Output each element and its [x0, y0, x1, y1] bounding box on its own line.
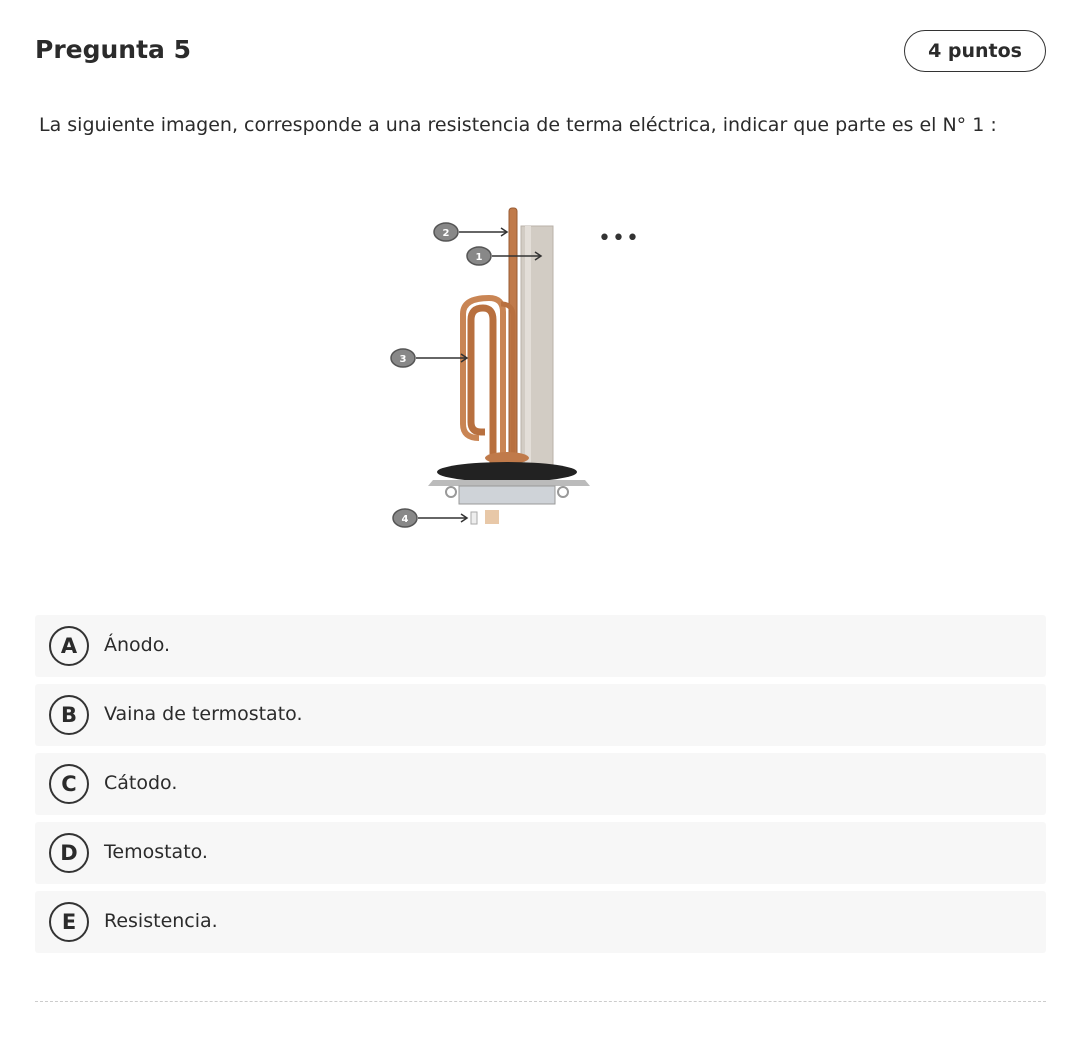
option-letter: B — [49, 695, 89, 735]
callout-4-label: 4 — [401, 514, 409, 525]
callout-1-label: 1 — [475, 252, 483, 263]
option-letter: E — [49, 902, 89, 942]
section-divider — [35, 1001, 1046, 1002]
option-letter: A — [49, 626, 89, 666]
more-horizontal-icon[interactable]: ••• — [598, 226, 640, 251]
option-d[interactable] — [35, 822, 1046, 884]
water-heater-element-image — [385, 200, 635, 540]
option-label: Resistencia. — [104, 910, 218, 932]
points-badge: 4 puntos — [904, 30, 1046, 72]
option-label: Cátodo. — [104, 772, 178, 794]
flange-plate — [428, 480, 590, 486]
option-label: Temostato. — [104, 841, 208, 863]
option-label: Vaina de termostato. — [104, 703, 303, 725]
question-header — [35, 30, 1046, 72]
anode-highlight — [525, 226, 531, 466]
callout-3 — [391, 349, 467, 367]
mount-hole-left — [446, 487, 456, 497]
callout-3-label: 3 — [399, 354, 407, 365]
question-text: La siguiente imagen, corresponde a una resistencia de terma eléctrica, indicar que parte es el N° 1 : — [39, 114, 997, 136]
mount-hole-right — [558, 487, 568, 497]
option-b[interactable] — [35, 684, 1046, 746]
option-letter: C — [49, 764, 89, 804]
answer-options — [35, 615, 1046, 960]
option-e[interactable] — [35, 891, 1046, 953]
question-title: Pregunta 5 — [35, 35, 192, 64]
callout-2-label: 2 — [442, 228, 450, 239]
gasket — [437, 462, 577, 482]
option-a[interactable] — [35, 615, 1046, 677]
terminal-connector — [485, 510, 499, 524]
thermostat-housing — [459, 486, 555, 504]
element-illustration — [385, 200, 635, 540]
callout-4 — [393, 509, 467, 527]
callout-2 — [434, 223, 507, 241]
option-label: Ánodo. — [104, 634, 171, 656]
heating-coil-outer — [471, 308, 493, 470]
terminal — [471, 512, 477, 524]
option-c[interactable] — [35, 753, 1046, 815]
option-letter: D — [49, 833, 89, 873]
